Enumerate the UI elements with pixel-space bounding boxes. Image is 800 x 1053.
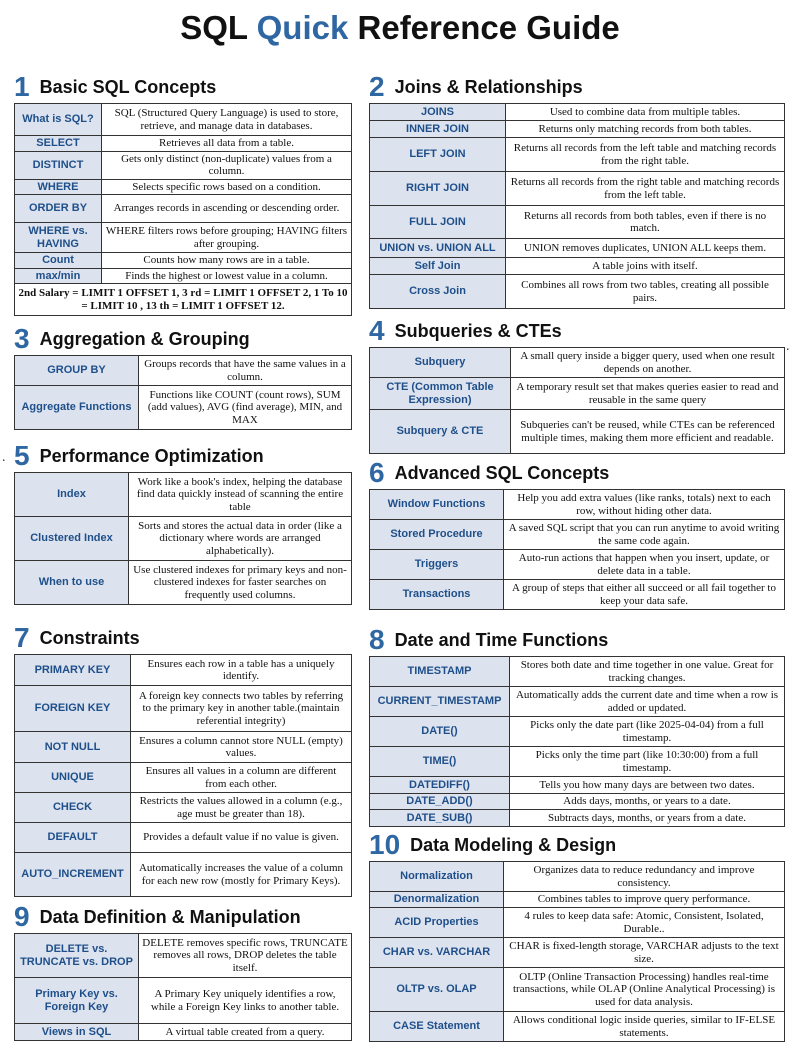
term-cell: DATE() [370,717,510,747]
table-row [370,747,785,777]
table-row [370,580,785,610]
concept-table [369,347,785,454]
table-row [15,356,352,386]
term-cell: What is SQL? [15,104,102,136]
table-row [370,104,785,121]
definition-cell: A saved SQL script that you can run anytime to avoid writing the same code again. [504,520,785,550]
definition-cell: Picks only the date part (like 2025-04-04) from a full timestamp. [510,717,785,747]
definition-cell: Ensures a column cannot store NULL (empty) values. [131,732,352,763]
table-row [15,223,352,253]
concept-table [369,103,785,309]
definition-cell: WHERE filters rows before grouping; HAVING filters after grouping. [102,223,352,253]
concept-table [14,103,352,316]
stray-dot-right: . [786,339,790,354]
section-number: 9 [14,901,30,932]
table-row [15,104,352,136]
table-row [370,908,785,938]
limit-offset-note: 2nd Salary = LIMIT 1 OFFSET 1, 3 rd = LIMIT 1 OFFSET 2, 1 To 10 = LIMIT 10 , 13 th = LIMIT 1 OFFSET 12. [15,284,352,316]
table-row [15,517,352,561]
definition-cell: A table joins with itself. [506,258,785,275]
definition-cell: 4 rules to keep data safe: Atomic, Consistent, Isolated, Durable.. [504,908,785,938]
term-cell: CTE (Common Table Expression) [370,378,511,410]
term-cell: UNIQUE [15,763,131,793]
section-header [14,440,352,472]
definition-cell: Gets only distinct (non-duplicate) values from a column. [102,151,352,179]
definition-cell: Organizes data to reduce redundancy and improve consistency. [504,862,785,892]
term-cell: SELECT [15,136,102,152]
term-cell: DATEDIFF() [370,777,510,794]
section-data-modeling-design [369,829,785,1042]
term-cell: Primary Key vs. Foreign Key [15,978,139,1024]
section-number: 7 [14,622,30,653]
section-number: 4 [369,315,385,346]
table-row [15,732,352,763]
section-header [369,315,785,347]
term-cell: ACID Properties [370,908,504,938]
term-cell: TIMESTAMP [370,657,510,687]
term-cell: Views in SQL [15,1024,139,1041]
concept-table [14,472,352,605]
definition-cell: Use clustered indexes for primary keys and non-clustered indexes for faster searches on frequently used columns. [129,561,352,605]
section-number: 10 [369,829,401,860]
term-cell: OLTP vs. OLAP [370,968,504,1012]
term-cell: DATE_ADD() [370,794,510,810]
section-number: 5 [14,440,30,471]
section-header [14,71,352,103]
term-cell: DISTINCT [15,151,102,179]
definition-cell: Ensures all values in a column are different from each other. [131,763,352,793]
definition-cell: Picks only the time part (like 10:30:00) from a full timestamp. [510,747,785,777]
definition-cell: A group of steps that either all succeed or all fail together to keep your data safe. [504,580,785,610]
table-row [370,520,785,550]
table-row [15,268,352,284]
section-subqueries-ctes [369,315,785,454]
term-cell: CHECK [15,793,131,823]
table-row [370,410,785,454]
section-header [369,457,785,489]
definition-cell: Auto-run actions that happen when you insert, update, or delete data in a table. [504,550,785,580]
definition-cell: A small query inside a bigger query, used when one result depends on another. [511,348,785,378]
definition-cell: Retrieves all data from a table. [102,136,352,152]
term-cell: Transactions [370,580,504,610]
definition-cell: Groups records that have the same values in a column. [139,356,352,386]
definition-cell: Automatically adds the current date and time when a row is added or updated. [510,687,785,717]
definition-cell: Counts how many rows are in a table. [102,253,352,269]
term-cell: Triggers [370,550,504,580]
table-row [15,1024,352,1041]
definition-cell: Provides a default value if no value is given. [131,823,352,853]
term-cell: NOT NULL [15,732,131,763]
section-header [369,829,785,861]
concept-table [14,355,352,430]
definition-cell: Used to combine data from multiple tables. [506,104,785,121]
term-cell: Count [15,253,102,269]
section-number: 3 [14,323,30,354]
table-row [15,934,352,978]
definition-cell: SQL (Structured Query Language) is used to store, retrieve, and manage data in databases. [102,104,352,136]
definition-cell: DELETE removes specific rows, TRUNCATE removes all rows, DROP deletes the table itself. [139,934,352,978]
section-title: Data Modeling & Design [410,835,617,855]
section-number: 1 [14,71,30,102]
term-cell: INNER JOIN [370,121,506,138]
table-row [370,968,785,1012]
definition-cell: CHAR is fixed-length storage, VARCHAR adjusts to the text size. [504,938,785,968]
term-cell: UNION vs. UNION ALL [370,239,506,258]
section-constraints [14,622,352,897]
section-header [14,323,352,355]
title-part-2: Quick [256,9,349,46]
table-row [370,1012,785,1042]
section-aggregation-grouping [14,323,352,430]
table-row [15,793,352,823]
section-number: 2 [369,71,385,102]
section-header [369,71,785,103]
definition-cell: A virtual table created from a query. [139,1024,352,1041]
page-title [0,4,800,52]
definition-cell: A temporary result set that makes queries easier to read and reusable in the same query [511,378,785,410]
definition-cell: Returns all records from the left table and matching records from the right table. [506,138,785,172]
title-part-3: Reference Guide [348,9,620,46]
table-row [15,853,352,897]
table-row [370,687,785,717]
stray-dot-left: . [2,450,6,465]
term-cell: CASE Statement [370,1012,504,1042]
section-title: Performance Optimization [39,446,264,466]
table-row [370,490,785,520]
term-cell: WHERE vs. HAVING [15,223,102,253]
section-title: Joins & Relationships [394,77,583,97]
table-row [15,561,352,605]
section-date-time-functions [369,624,785,827]
concept-table [14,654,352,897]
section-title: Aggregation & Grouping [39,329,250,349]
term-cell: Denormalization [370,892,504,908]
section-advanced-sql-concepts [369,457,785,610]
term-cell: DEFAULT [15,823,131,853]
term-cell: Cross Join [370,275,506,309]
term-cell: max/min [15,268,102,284]
table-row [15,386,352,430]
section-performance-optimization [14,440,352,605]
term-cell: JOINS [370,104,506,121]
section-title: Date and Time Functions [394,630,609,650]
definition-cell: Sorts and stores the actual data in order (like a dictionary where words are arranged alphabetically). [129,517,352,561]
definition-cell: Work like a book's index, helping the database find data quickly instead of scanning the entire table [129,473,352,517]
definition-cell: Ensures each row in a table has a uniquely identify. [131,655,352,686]
definition-cell: Finds the highest or lowest value in a column. [102,268,352,284]
table-row [370,717,785,747]
table-row [370,275,785,309]
definition-cell: OLTP (Online Transaction Processing) handles real-time transactions, while OLAP (Online Analytical Processing) is used for data analysis. [504,968,785,1012]
term-cell: TIME() [370,747,510,777]
table-row [15,151,352,179]
concept-table [369,656,785,827]
term-cell: DATE_SUB() [370,810,510,827]
table-row [15,823,352,853]
term-cell: CURRENT_TIMESTAMP [370,687,510,717]
table-row [370,378,785,410]
section-data-definition-manipulation [14,901,352,1041]
section-title: Advanced SQL Concepts [394,463,610,483]
term-cell: PRIMARY KEY [15,655,131,686]
term-cell: CHAR vs. VARCHAR [370,938,504,968]
definition-cell: Combines tables to improve query performance. [504,892,785,908]
table-row [370,121,785,138]
table-row [15,655,352,686]
term-cell: DELETE vs. TRUNCATE vs. DROP [15,934,139,978]
table-row [15,195,352,223]
table-row [15,136,352,152]
definition-cell: Subqueries can't be reused, while CTEs can be referenced multiple times, making them more efficient and readable. [511,410,785,454]
table-row [370,938,785,968]
table-row [370,550,785,580]
concept-table [369,861,785,1042]
section-basic-sql-concepts [14,71,352,316]
table-row [370,258,785,275]
table-row [15,473,352,517]
section-title: Data Definition & Manipulation [39,907,301,927]
term-cell: RIGHT JOIN [370,172,506,206]
definition-cell: Returns all records from the right table and matching records from the left table. [506,172,785,206]
term-cell: Aggregate Functions [15,386,139,430]
table-row [370,138,785,172]
term-cell: Window Functions [370,490,504,520]
section-title: Subqueries & CTEs [394,321,562,341]
table-row [370,206,785,239]
definition-cell: Allows conditional logic inside queries, similar to IF-ELSE statements. [504,1012,785,1042]
table-row [370,657,785,687]
term-cell: Stored Procedure [370,520,504,550]
definition-cell: Selects specific rows based on a condition. [102,179,352,195]
definition-cell: Subtracts days, months, or years from a date. [510,810,785,827]
table-row [15,686,352,732]
table-row [370,794,785,810]
table-row [370,892,785,908]
term-cell: WHERE [15,179,102,195]
table-row [15,284,352,316]
term-cell: When to use [15,561,129,605]
definition-cell: UNION removes duplicates, UNION ALL keeps them. [506,239,785,258]
table-row [15,179,352,195]
definition-cell: Combines all rows from two tables, creating all possible pairs. [506,275,785,309]
definition-cell: Arranges records in ascending or descending order. [102,195,352,223]
term-cell: Index [15,473,129,517]
concept-table [14,933,352,1041]
definition-cell: A Primary Key uniquely identifies a row, while a Foreign Key links to another table. [139,978,352,1024]
section-number: 8 [369,624,385,655]
definition-cell: Restricts the values allowed in a column (e.g., age must be greater than 18). [131,793,352,823]
table-row [15,978,352,1024]
section-header [14,622,352,654]
table-row [370,172,785,206]
definition-cell: Adds days, months, or years to a date. [510,794,785,810]
table-row [15,253,352,269]
term-cell: FOREIGN KEY [15,686,131,732]
section-header [369,624,785,656]
term-cell: FULL JOIN [370,206,506,239]
term-cell: AUTO_INCREMENT [15,853,131,897]
definition-cell: A foreign key connects two tables by referring to the primary key in another table.(maintain referential integrity) [131,686,352,732]
definition-cell: Returns only matching records from both tables. [506,121,785,138]
table-row [370,810,785,827]
table-row [15,763,352,793]
section-header [14,901,352,933]
term-cell: GROUP BY [15,356,139,386]
section-number: 6 [369,457,385,488]
title-part-1: SQL [180,9,257,46]
definition-cell: Returns all records from both tables, even if there is no match. [506,206,785,239]
definition-cell: Functions like COUNT (count rows), SUM (add values), AVG (find average), MIN, and MAX [139,386,352,430]
section-joins-relationships [369,71,785,309]
table-row [370,348,785,378]
concept-table [369,489,785,610]
definition-cell: Tells you how many days are between two dates. [510,777,785,794]
term-cell: Clustered Index [15,517,129,561]
table-row [370,239,785,258]
definition-cell: Automatically increases the value of a column for each new row (mostly for Primary Keys). [131,853,352,897]
definition-cell: Stores both date and time together in one value. Great for tracking changes. [510,657,785,687]
section-title: Constraints [39,628,140,648]
term-cell: Subquery [370,348,511,378]
table-row [370,862,785,892]
term-cell: LEFT JOIN [370,138,506,172]
term-cell: Normalization [370,862,504,892]
table-row [370,777,785,794]
section-title: Basic SQL Concepts [39,77,217,97]
term-cell: ORDER BY [15,195,102,223]
term-cell: Self Join [370,258,506,275]
definition-cell: Help you add extra values (like ranks, totals) next to each row, without hiding other data. [504,490,785,520]
term-cell: Subquery & CTE [370,410,511,454]
